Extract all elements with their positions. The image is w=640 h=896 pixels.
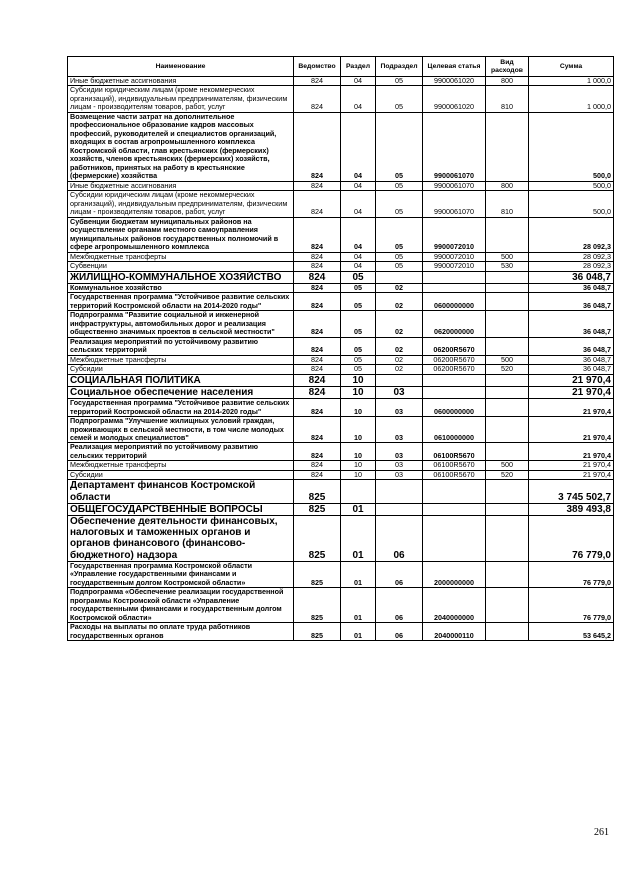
cell-target-article: 2040000000 xyxy=(423,588,486,623)
cell-sum: 1 000,0 xyxy=(529,86,614,112)
cell-department: 825 xyxy=(294,480,341,503)
cell-name: Межбюджетные трансферты xyxy=(68,461,294,470)
cell-expense-type: 520 xyxy=(486,365,529,374)
table-row xyxy=(68,262,614,271)
cell-sum: 21 970,4 xyxy=(529,417,614,443)
cell-name: Подпрограмма «Обеспечение реализации государственной программы Костромской области «Управление государственными финансами и государственным долгом Костромской области» xyxy=(68,588,294,623)
cell-section xyxy=(341,480,376,503)
cell-expense-type: 800 xyxy=(486,181,529,190)
cell-sum: 389 493,8 xyxy=(529,503,614,515)
cell-subsection xyxy=(376,503,423,515)
cell-department: 824 xyxy=(294,311,341,337)
cell-expense-type xyxy=(486,386,529,398)
table-row xyxy=(68,470,614,479)
cell-expense-type xyxy=(486,588,529,623)
cell-sum: 36 048,7 xyxy=(529,311,614,337)
cell-subsection: 02 xyxy=(376,293,423,311)
cell-subsection: 03 xyxy=(376,399,423,417)
cell-sum: 28 092,3 xyxy=(529,252,614,261)
cell-name: Субсидии xyxy=(68,470,294,479)
table-header-row xyxy=(68,57,614,77)
table-row xyxy=(68,461,614,470)
cell-target-article: 9900072010 xyxy=(423,252,486,261)
table-row xyxy=(68,86,614,112)
cell-expense-type: 520 xyxy=(486,470,529,479)
cell-subsection xyxy=(376,480,423,503)
cell-sum: 36 048,7 xyxy=(529,355,614,364)
cell-section: 04 xyxy=(341,262,376,271)
cell-name: Иные бюджетные ассигнования xyxy=(68,181,294,190)
cell-subsection: 02 xyxy=(376,311,423,337)
cell-subsection: 06 xyxy=(376,515,423,561)
cell-department: 824 xyxy=(294,283,341,292)
cell-department: 824 xyxy=(294,355,341,364)
cell-name: Межбюджетные трансферты xyxy=(68,252,294,261)
cell-name: Расходы на выплаты по оплате труда работников государственных органов xyxy=(68,623,294,641)
cell-sum: 1 000,0 xyxy=(529,77,614,86)
header-department: Ведомство xyxy=(294,57,341,77)
cell-sum: 36 048,7 xyxy=(529,365,614,374)
cell-section: 04 xyxy=(341,86,376,112)
cell-name: СОЦИАЛЬНАЯ ПОЛИТИКА xyxy=(68,374,294,386)
header-expense-type: Вид расходов xyxy=(486,57,529,77)
cell-section: 05 xyxy=(341,293,376,311)
cell-section: 04 xyxy=(341,112,376,181)
cell-target-article: 0620000000 xyxy=(423,311,486,337)
cell-department: 824 xyxy=(294,417,341,443)
cell-expense-type xyxy=(486,561,529,587)
cell-target-article: 9900061020 xyxy=(423,86,486,112)
cell-sum: 21 970,4 xyxy=(529,470,614,479)
cell-name: Обеспечение деятельности финансовых, налоговых и таможенных органов и органов финансового (финансово-бюджетного) надзора xyxy=(68,515,294,561)
cell-target-article: 06200R5670 xyxy=(423,365,486,374)
cell-section: 05 xyxy=(341,283,376,292)
cell-name: Возмещение части затрат на дополнительное профессиональное образование кадров массовых профессий, руководителей и специалистов организаций, входящих в состав агропромышленного комплекса Костромской области, глав крестьянских (фермерских) хозяйств, членов крестьянских (фермерских) хозяйств, работников, принятых на работу в крестьянские (фермерские) хозяйства xyxy=(68,112,294,181)
cell-department: 824 xyxy=(294,293,341,311)
cell-subsection: 06 xyxy=(376,588,423,623)
cell-sum: 500,0 xyxy=(529,112,614,181)
cell-subsection: 02 xyxy=(376,365,423,374)
cell-sum: 36 048,7 xyxy=(529,337,614,355)
cell-target-article xyxy=(423,386,486,398)
cell-section: 05 xyxy=(341,355,376,364)
cell-sum: 21 970,4 xyxy=(529,374,614,386)
cell-name: Субсидии юридическим лицам (кроме некоммерческих организаций), индивидуальным предпринимателям, физическим лицам - производителям товаров, работ, услуг xyxy=(68,191,294,217)
table-row xyxy=(68,355,614,364)
table-row xyxy=(68,252,614,261)
cell-target-article: 0610000000 xyxy=(423,417,486,443)
cell-department: 824 xyxy=(294,77,341,86)
cell-subsection: 05 xyxy=(376,262,423,271)
cell-expense-type xyxy=(486,443,529,461)
cell-name: Департамент финансов Костромской области xyxy=(68,480,294,503)
cell-sum: 28 092,3 xyxy=(529,217,614,252)
cell-subsection: 03 xyxy=(376,461,423,470)
cell-subsection xyxy=(376,271,423,283)
table-row xyxy=(68,623,614,641)
cell-expense-type xyxy=(486,399,529,417)
budget-table xyxy=(67,56,614,641)
cell-section: 10 xyxy=(341,374,376,386)
cell-expense-type: 500 xyxy=(486,355,529,364)
cell-section: 10 xyxy=(341,443,376,461)
cell-target-article: 2000000000 xyxy=(423,561,486,587)
cell-name: Субсидии xyxy=(68,365,294,374)
cell-department: 824 xyxy=(294,365,341,374)
cell-subsection: 05 xyxy=(376,112,423,181)
cell-department: 825 xyxy=(294,503,341,515)
cell-department: 825 xyxy=(294,515,341,561)
cell-expense-type xyxy=(486,480,529,503)
cell-name: Субвенции xyxy=(68,262,294,271)
cell-department: 824 xyxy=(294,374,341,386)
header-target-article: Целевая статья xyxy=(423,57,486,77)
cell-target-article xyxy=(423,283,486,292)
cell-target-article: 06100R5670 xyxy=(423,461,486,470)
cell-name: Государственная программа Костромской области «Управление государственными финансами и государственным долгом Костромской области» xyxy=(68,561,294,587)
cell-department: 824 xyxy=(294,86,341,112)
cell-department: 824 xyxy=(294,470,341,479)
table-row xyxy=(68,417,614,443)
cell-subsection: 02 xyxy=(376,283,423,292)
cell-department: 824 xyxy=(294,191,341,217)
cell-target-article: 9900072010 xyxy=(423,262,486,271)
cell-target-article: 06200R5670 xyxy=(423,355,486,364)
cell-section: 10 xyxy=(341,417,376,443)
cell-name: Межбюджетные трансферты xyxy=(68,355,294,364)
cell-target-article: 06200R5670 xyxy=(423,337,486,355)
cell-subsection: 06 xyxy=(376,561,423,587)
cell-target-article xyxy=(423,503,486,515)
table-row xyxy=(68,181,614,190)
cell-sum: 500,0 xyxy=(529,191,614,217)
cell-section: 05 xyxy=(341,337,376,355)
cell-subsection: 05 xyxy=(376,181,423,190)
cell-sum: 76 779,0 xyxy=(529,561,614,587)
cell-expense-type: 500 xyxy=(486,252,529,261)
cell-subsection: 05 xyxy=(376,191,423,217)
cell-target-article xyxy=(423,515,486,561)
table-row xyxy=(68,386,614,398)
cell-expense-type xyxy=(486,217,529,252)
table-row xyxy=(68,271,614,283)
table-row xyxy=(68,374,614,386)
cell-section: 04 xyxy=(341,77,376,86)
table-row xyxy=(68,311,614,337)
cell-target-article: 2040000110 xyxy=(423,623,486,641)
cell-name: Коммунальное хозяйство xyxy=(68,283,294,292)
cell-target-article: 06100R5670 xyxy=(423,470,486,479)
cell-section: 10 xyxy=(341,461,376,470)
cell-target-article: 0600000000 xyxy=(423,399,486,417)
cell-subsection: 05 xyxy=(376,77,423,86)
cell-subsection: 02 xyxy=(376,337,423,355)
cell-sum: 76 779,0 xyxy=(529,515,614,561)
cell-sum: 21 970,4 xyxy=(529,399,614,417)
cell-department: 824 xyxy=(294,252,341,261)
cell-department: 824 xyxy=(294,112,341,181)
cell-subsection: 06 xyxy=(376,623,423,641)
cell-expense-type: 500 xyxy=(486,461,529,470)
header-section: Раздел xyxy=(341,57,376,77)
cell-subsection: 03 xyxy=(376,417,423,443)
cell-subsection: 03 xyxy=(376,443,423,461)
cell-sum: 36 048,7 xyxy=(529,283,614,292)
cell-department: 824 xyxy=(294,386,341,398)
cell-section: 04 xyxy=(341,181,376,190)
table-row xyxy=(68,77,614,86)
cell-section: 04 xyxy=(341,252,376,261)
header-name: Наименование xyxy=(68,57,294,77)
table-row xyxy=(68,293,614,311)
cell-section: 05 xyxy=(341,311,376,337)
table-row xyxy=(68,515,614,561)
cell-section: 05 xyxy=(341,365,376,374)
cell-expense-type xyxy=(486,293,529,311)
cell-target-article xyxy=(423,374,486,386)
cell-sum: 21 970,4 xyxy=(529,461,614,470)
cell-subsection xyxy=(376,374,423,386)
cell-name: ЖИЛИЩНО-КОММУНАЛЬНОЕ ХОЗЯЙСТВО xyxy=(68,271,294,283)
cell-department: 824 xyxy=(294,262,341,271)
cell-department: 824 xyxy=(294,461,341,470)
cell-sum: 76 779,0 xyxy=(529,588,614,623)
cell-sum: 21 970,4 xyxy=(529,386,614,398)
cell-sum: 36 048,7 xyxy=(529,293,614,311)
cell-section: 01 xyxy=(341,561,376,587)
cell-target-article xyxy=(423,480,486,503)
cell-expense-type xyxy=(486,374,529,386)
cell-target-article: 06100R5670 xyxy=(423,443,486,461)
cell-expense-type: 800 xyxy=(486,77,529,86)
cell-expense-type xyxy=(486,311,529,337)
table-row xyxy=(68,112,614,181)
cell-name: Субсидии юридическим лицам (кроме некоммерческих организаций), индивидуальным предпринимателям, физическим лицам - производителям товаров, работ, услуг xyxy=(68,86,294,112)
cell-target-article: 9900061070 xyxy=(423,181,486,190)
cell-section: 04 xyxy=(341,217,376,252)
page-number: 261 xyxy=(594,827,609,838)
cell-sum: 53 645,2 xyxy=(529,623,614,641)
table-row xyxy=(68,337,614,355)
cell-subsection: 05 xyxy=(376,217,423,252)
cell-name: Социальное обеспечение населения xyxy=(68,386,294,398)
cell-name: Реализация мероприятий по устойчивому развитию сельских территорий xyxy=(68,337,294,355)
cell-name: Государственная программа "Устойчивое развитие сельских территорий Костромской области на 2014-2020 годы" xyxy=(68,399,294,417)
cell-department: 824 xyxy=(294,443,341,461)
cell-section: 01 xyxy=(341,588,376,623)
cell-subsection: 05 xyxy=(376,86,423,112)
cell-sum: 36 048,7 xyxy=(529,271,614,283)
cell-expense-type: 530 xyxy=(486,262,529,271)
cell-name: Реализация мероприятий по устойчивому развитию сельских территорий xyxy=(68,443,294,461)
cell-target-article: 9900061020 xyxy=(423,77,486,86)
table-row xyxy=(68,561,614,587)
cell-target-article: 9900061070 xyxy=(423,191,486,217)
table-row xyxy=(68,365,614,374)
table-row xyxy=(68,480,614,503)
cell-target-article: 9900072010 xyxy=(423,217,486,252)
cell-expense-type xyxy=(486,515,529,561)
cell-department: 825 xyxy=(294,623,341,641)
cell-sum: 28 092,3 xyxy=(529,262,614,271)
cell-name: ОБЩЕГОСУДАРСТВЕННЫЕ ВОПРОСЫ xyxy=(68,503,294,515)
cell-section: 01 xyxy=(341,503,376,515)
cell-expense-type: 810 xyxy=(486,86,529,112)
cell-name: Подпрограмма "Развитие социальной и инженерной инфраструктуры, автомобильных дорог и реализация общественно значимых проектов в сельской местности" xyxy=(68,311,294,337)
table-row xyxy=(68,443,614,461)
cell-subsection: 03 xyxy=(376,470,423,479)
cell-expense-type xyxy=(486,337,529,355)
cell-department: 825 xyxy=(294,561,341,587)
cell-section: 10 xyxy=(341,386,376,398)
cell-target-article xyxy=(423,271,486,283)
cell-section: 05 xyxy=(341,271,376,283)
header-subsection: Подраздел xyxy=(376,57,423,77)
cell-target-article: 9900061070 xyxy=(423,112,486,181)
cell-sum: 3 745 502,7 xyxy=(529,480,614,503)
cell-expense-type xyxy=(486,112,529,181)
cell-section: 04 xyxy=(341,191,376,217)
table-row xyxy=(68,588,614,623)
cell-subsection: 02 xyxy=(376,355,423,364)
table-row xyxy=(68,399,614,417)
cell-sum: 21 970,4 xyxy=(529,443,614,461)
cell-section: 10 xyxy=(341,470,376,479)
cell-name: Подпрограмма "Улучшение жилищных условий граждан, проживающих в сельской местности, в том числе молодых семей и молодых специалистов" xyxy=(68,417,294,443)
cell-department: 824 xyxy=(294,217,341,252)
cell-target-article: 0600000000 xyxy=(423,293,486,311)
table-row xyxy=(68,217,614,252)
cell-name: Субвенции бюджетам муниципальных районов на осуществление органами местного самоуправления муниципальных районов государственных полномочий в сфере агропромышленного комплекса xyxy=(68,217,294,252)
cell-section: 10 xyxy=(341,399,376,417)
table-row xyxy=(68,503,614,515)
cell-expense-type xyxy=(486,283,529,292)
cell-department: 824 xyxy=(294,181,341,190)
cell-subsection: 05 xyxy=(376,252,423,261)
table-row xyxy=(68,283,614,292)
cell-name: Государственная программа "Устойчивое развитие сельских территорий Костромской области на 2014-2020 годы" xyxy=(68,293,294,311)
cell-expense-type: 810 xyxy=(486,191,529,217)
table-row xyxy=(68,191,614,217)
cell-sum: 500,0 xyxy=(529,181,614,190)
cell-subsection: 03 xyxy=(376,386,423,398)
cell-expense-type xyxy=(486,503,529,515)
cell-section: 01 xyxy=(341,623,376,641)
cell-department: 825 xyxy=(294,588,341,623)
cell-expense-type xyxy=(486,623,529,641)
cell-expense-type xyxy=(486,417,529,443)
cell-name: Иные бюджетные ассигнования xyxy=(68,77,294,86)
cell-department: 824 xyxy=(294,271,341,283)
cell-expense-type xyxy=(486,271,529,283)
header-sum: Сумма xyxy=(529,57,614,77)
cell-department: 824 xyxy=(294,337,341,355)
cell-department: 824 xyxy=(294,399,341,417)
table-body xyxy=(68,77,614,641)
cell-section: 01 xyxy=(341,515,376,561)
